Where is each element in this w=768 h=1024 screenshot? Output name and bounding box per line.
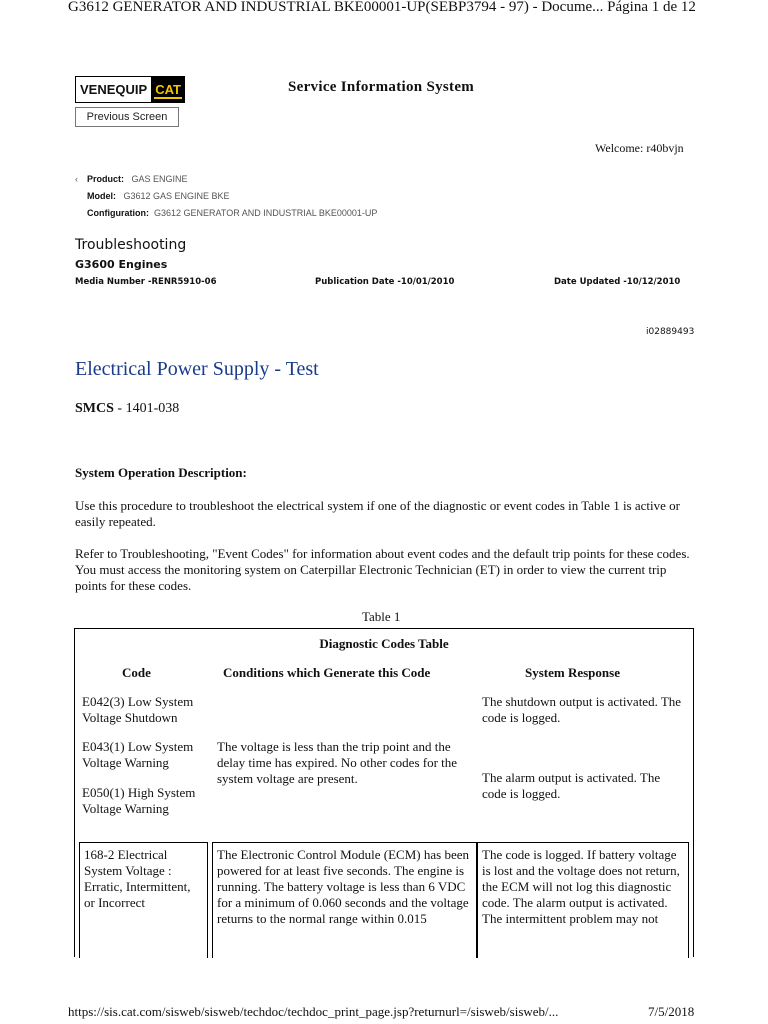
date-updated: Date Updated -10/12/2010 [554, 277, 681, 287]
document-id: i02889493 [646, 327, 695, 337]
document-subtitle: G3600 Engines [75, 258, 168, 271]
document-title: Troubleshooting [75, 237, 187, 253]
welcome-user: Welcome: r40bvjn [595, 141, 684, 155]
cat-logo-icon: CAT [151, 76, 185, 103]
print-footer-url: https://sis.cat.com/sisweb/sisweb/techdoc/techdoc_print_page.jsp?returnurl=/sisweb/sisweb/... [68, 1004, 559, 1019]
table-cell-code: E042(3) Low System Voltage Shutdown [82, 694, 194, 725]
print-page-header: G3612 GENERATOR AND INDUSTRIAL BKE00001-UP(SEBP3794 - 97) - Docume... Página 1 de 12 [68, 0, 696, 15]
previous-screen-button[interactable]: Previous Screen [75, 107, 179, 127]
meta-configuration: Configuration: G3612 GENERATOR AND INDUSTRIAL BKE00001-UP [87, 208, 378, 218]
table-cell-condition: The Electronic Control Module (ECM) has been powered for at least five seconds. The engine is running. The battery voltage is less than 6 VDC for a minimum of 0.060 seconds and the voltage returns to the normal range within 0.015 [217, 847, 469, 926]
print-footer-date: 7/5/2018 [648, 1004, 695, 1019]
column-header: System Response [525, 665, 620, 680]
table-cell-code: 168-2 Electrical System Voltage : Erratic, Intermittent, or Incorrect [84, 847, 191, 910]
main-heading: Electrical Power Supply - Test [75, 358, 319, 380]
table-title: Diagnostic Codes Table [319, 636, 449, 651]
diagnostic-codes-table [74, 628, 694, 957]
paragraph: Use this procedure to troubleshoot the electrical system if one of the diagnostic or event codes in Table 1 is active or easily repeated. [75, 498, 680, 529]
chevron-left-icon[interactable]: ‹ [75, 174, 78, 184]
site-title: Service Information System [288, 79, 475, 95]
meta-product: ‹ Product: GAS ENGINE [75, 174, 188, 184]
table-caption: Table 1 [362, 609, 401, 624]
paragraph: Refer to Troubleshooting, "Event Codes" for information about event codes and the default trip points for these codes. You must access the monitoring system on Caterpillar Electronic Technician (ET) in order to view the current trip points for these codes. [75, 546, 690, 593]
table-cell-condition: The voltage is less than the trip point and the delay time has expired. No other codes for the system voltage are present. [217, 739, 458, 786]
table-row-box [79, 842, 208, 958]
column-header: Code [122, 665, 151, 680]
publication-date: Publication Date -10/01/2010 [315, 277, 455, 287]
section-heading: System Operation Description: [75, 465, 247, 480]
table-cell-response: The shutdown output is activated. The code is logged. [482, 694, 682, 725]
media-number: Media Number -RENR5910-06 [75, 277, 217, 287]
table-cell-response: The alarm output is activated. The code is logged. [482, 770, 661, 801]
venequip-cat-logo [75, 76, 186, 103]
meta-model: Model: G3612 GAS ENGINE BKE [87, 191, 230, 201]
table-row-box [212, 842, 477, 958]
smcs-code: SMCS - 1401-038 [75, 401, 180, 416]
table-cell-response: The code is logged. If battery voltage is lost and the voltage does not return, the ECM will not log this diagnostic code. The alarm output is activated. The intermittent problem may not [482, 847, 680, 926]
table-cell-code: E043(1) Low System Voltage Warning [82, 739, 194, 770]
logo-brand-text: VENEQUIP [75, 76, 151, 103]
column-header: Conditions which Generate this Code [223, 665, 431, 680]
table-cell-code: E050(1) High System Voltage Warning [82, 785, 196, 816]
table-row-box [477, 842, 689, 958]
